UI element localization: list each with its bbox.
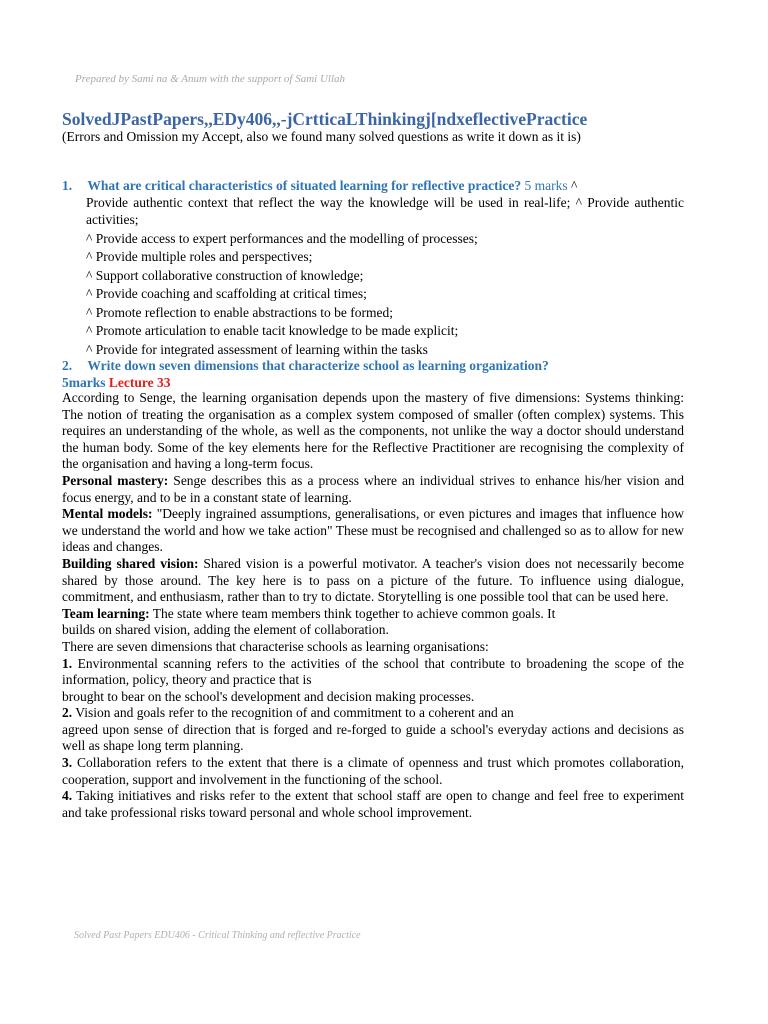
lecture-label: Lecture 33 — [108, 375, 171, 390]
question-1-first-answer: Provide authentic context that reflect the way the knowledge will be used in real-life; ^ Provide authentic activities; — [86, 195, 684, 227]
list-item: ^ Provide coaching and scaffolding at critical times; — [86, 286, 367, 301]
list-item: ^ Provide multiple roles and perspectives; — [86, 249, 313, 264]
mental-models-paragraph — [62, 506, 684, 556]
shared-vision-paragraph — [62, 556, 684, 606]
question-1-heading — [62, 177, 684, 194]
dimension-2-number: 2. — [62, 705, 73, 721]
team-learning-text: The state where team members think together to achieve common goals. It — [149, 605, 556, 621]
dimension-4-number: 4. — [62, 788, 73, 804]
team-learning-term: Team learning: — [62, 605, 150, 621]
dimension-3 — [62, 755, 684, 788]
personal-mastery-paragraph — [62, 473, 684, 506]
dimension-1-number: 1. — [62, 655, 73, 671]
dimension-4 — [62, 788, 684, 821]
dimension-1 — [62, 656, 684, 689]
list-item: ^ Provide for integrated assessment of learning within the tasks — [86, 341, 428, 357]
dimension-2-continuation: agreed upon sense of direction that is forged and re-forged to guide a school's everyday actions and decisions as well as shape long term planning. — [62, 721, 684, 754]
mental-models-text: "Deeply ingrained assumptions, generalisations, or even pictures and images that influence how we understand the world and how we take action" These must be recognised and challenged so as to allow for new ideas and changes. — [62, 506, 685, 555]
shared-vision-term: Building shared vision: — [62, 555, 199, 571]
question-2-block — [62, 357, 684, 391]
team-learning-paragraph — [62, 606, 684, 623]
question-2-text: Write down seven dimensions that characterize school as learning organization? — [87, 358, 549, 373]
question-1-text: What are critical characteristics of situated learning for reflective practice? — [87, 178, 522, 193]
dimension-3-text: Collaboration refers to the extent that there is a climate of openness and trust which promotes collaboration, cooperation, support and involvement in the functioning of the school. — [62, 755, 684, 787]
mental-models-term: Mental models: — [62, 506, 153, 522]
seven-dimensions-intro: There are seven dimensions that characterise schools as learning organisations: — [62, 638, 489, 654]
page-title: SolvedJPastPapers,,EDy406,,-jCrtticaLThinkingj[ndxeflectivePractice — [62, 109, 588, 129]
header-prepared-by: Prepared by Sami na & Anum with the support of Sami Ullah — [75, 73, 345, 85]
dimension-1-text: Environmental scanning refers to the activities of the school that contribute to broadening the scope of the information, policy, theory and practice that is — [62, 655, 684, 688]
dimension-1-continuation: brought to bear on the school's development and decision making processes. — [62, 688, 475, 704]
question-1-block — [62, 177, 684, 358]
question-2-marks: 5marks — [62, 375, 106, 390]
dimension-4-text: Taking initiatives and risks refer to the extent that school staff are open to change and feel free to experiment and take professional risks toward personal and whole school improvement. — [62, 788, 684, 820]
question-2-heading — [62, 357, 684, 374]
question-1-number: 1. — [62, 178, 73, 193]
team-learning-continuation: builds on shared vision, adding the element of collaboration. — [62, 622, 389, 638]
answer-body — [62, 390, 684, 821]
question-1-marks: 5 marks — [524, 178, 568, 193]
dimension-2-text: Vision and goals refer to the recognition of and commitment to a coherent and an — [72, 705, 514, 721]
question-2-number: 2. — [62, 358, 73, 373]
footer-text: Solved Past Papers EDU406 - Critical Thinking and reflective Practice — [74, 930, 361, 941]
question-2-meta — [62, 374, 684, 391]
dimension-3-number: 3. — [62, 755, 73, 771]
list-item: ^ Promote reflection to enable abstractions to be formed; — [86, 304, 393, 320]
question-1-caret: ^ — [570, 178, 578, 193]
list-item: ^ Promote articulation to enable tacit knowledge to be made explicit; — [86, 323, 459, 338]
personal-mastery-text: Senge describes this as a process where an individual strives to enhance his/her vision and focus energy, and to be in a constant state of learning. — [62, 472, 685, 505]
list-item: ^ Provide access to expert performances and the modelling of processes; — [86, 230, 478, 246]
shared-vision-text: Shared vision is a powerful motivator. A teacher's vision does not necessarily become shared by those around. The key here is to pass on a picture of the future. To influence using dialogue, commitment, and enthusiasm, rather than to try to dictate. Storytelling is one possible tool that can be used here. — [62, 555, 684, 605]
intro-paragraph: According to Senge, the learning organisation depends upon the mastery of five dimensions: Systems thinking: The notion of treating the organisation as a complex system composed of smaller (often complex) systems. This requires an understanding of the whole, as well as the components, not unlike the way a doctor should understand the human body. Some of the key elements here for the Reflective Practitioner are recognising the complexity of the organisation and having a long-term focus. — [62, 390, 684, 472]
list-item: ^ Support collaborative construction of knowledge; — [86, 267, 364, 283]
personal-mastery-term: Personal mastery: — [62, 472, 169, 488]
dimension-2 — [62, 705, 684, 722]
page-subtitle: (Errors and Omission my Accept, also we found many solved questions as write it down as it is) — [62, 129, 581, 144]
